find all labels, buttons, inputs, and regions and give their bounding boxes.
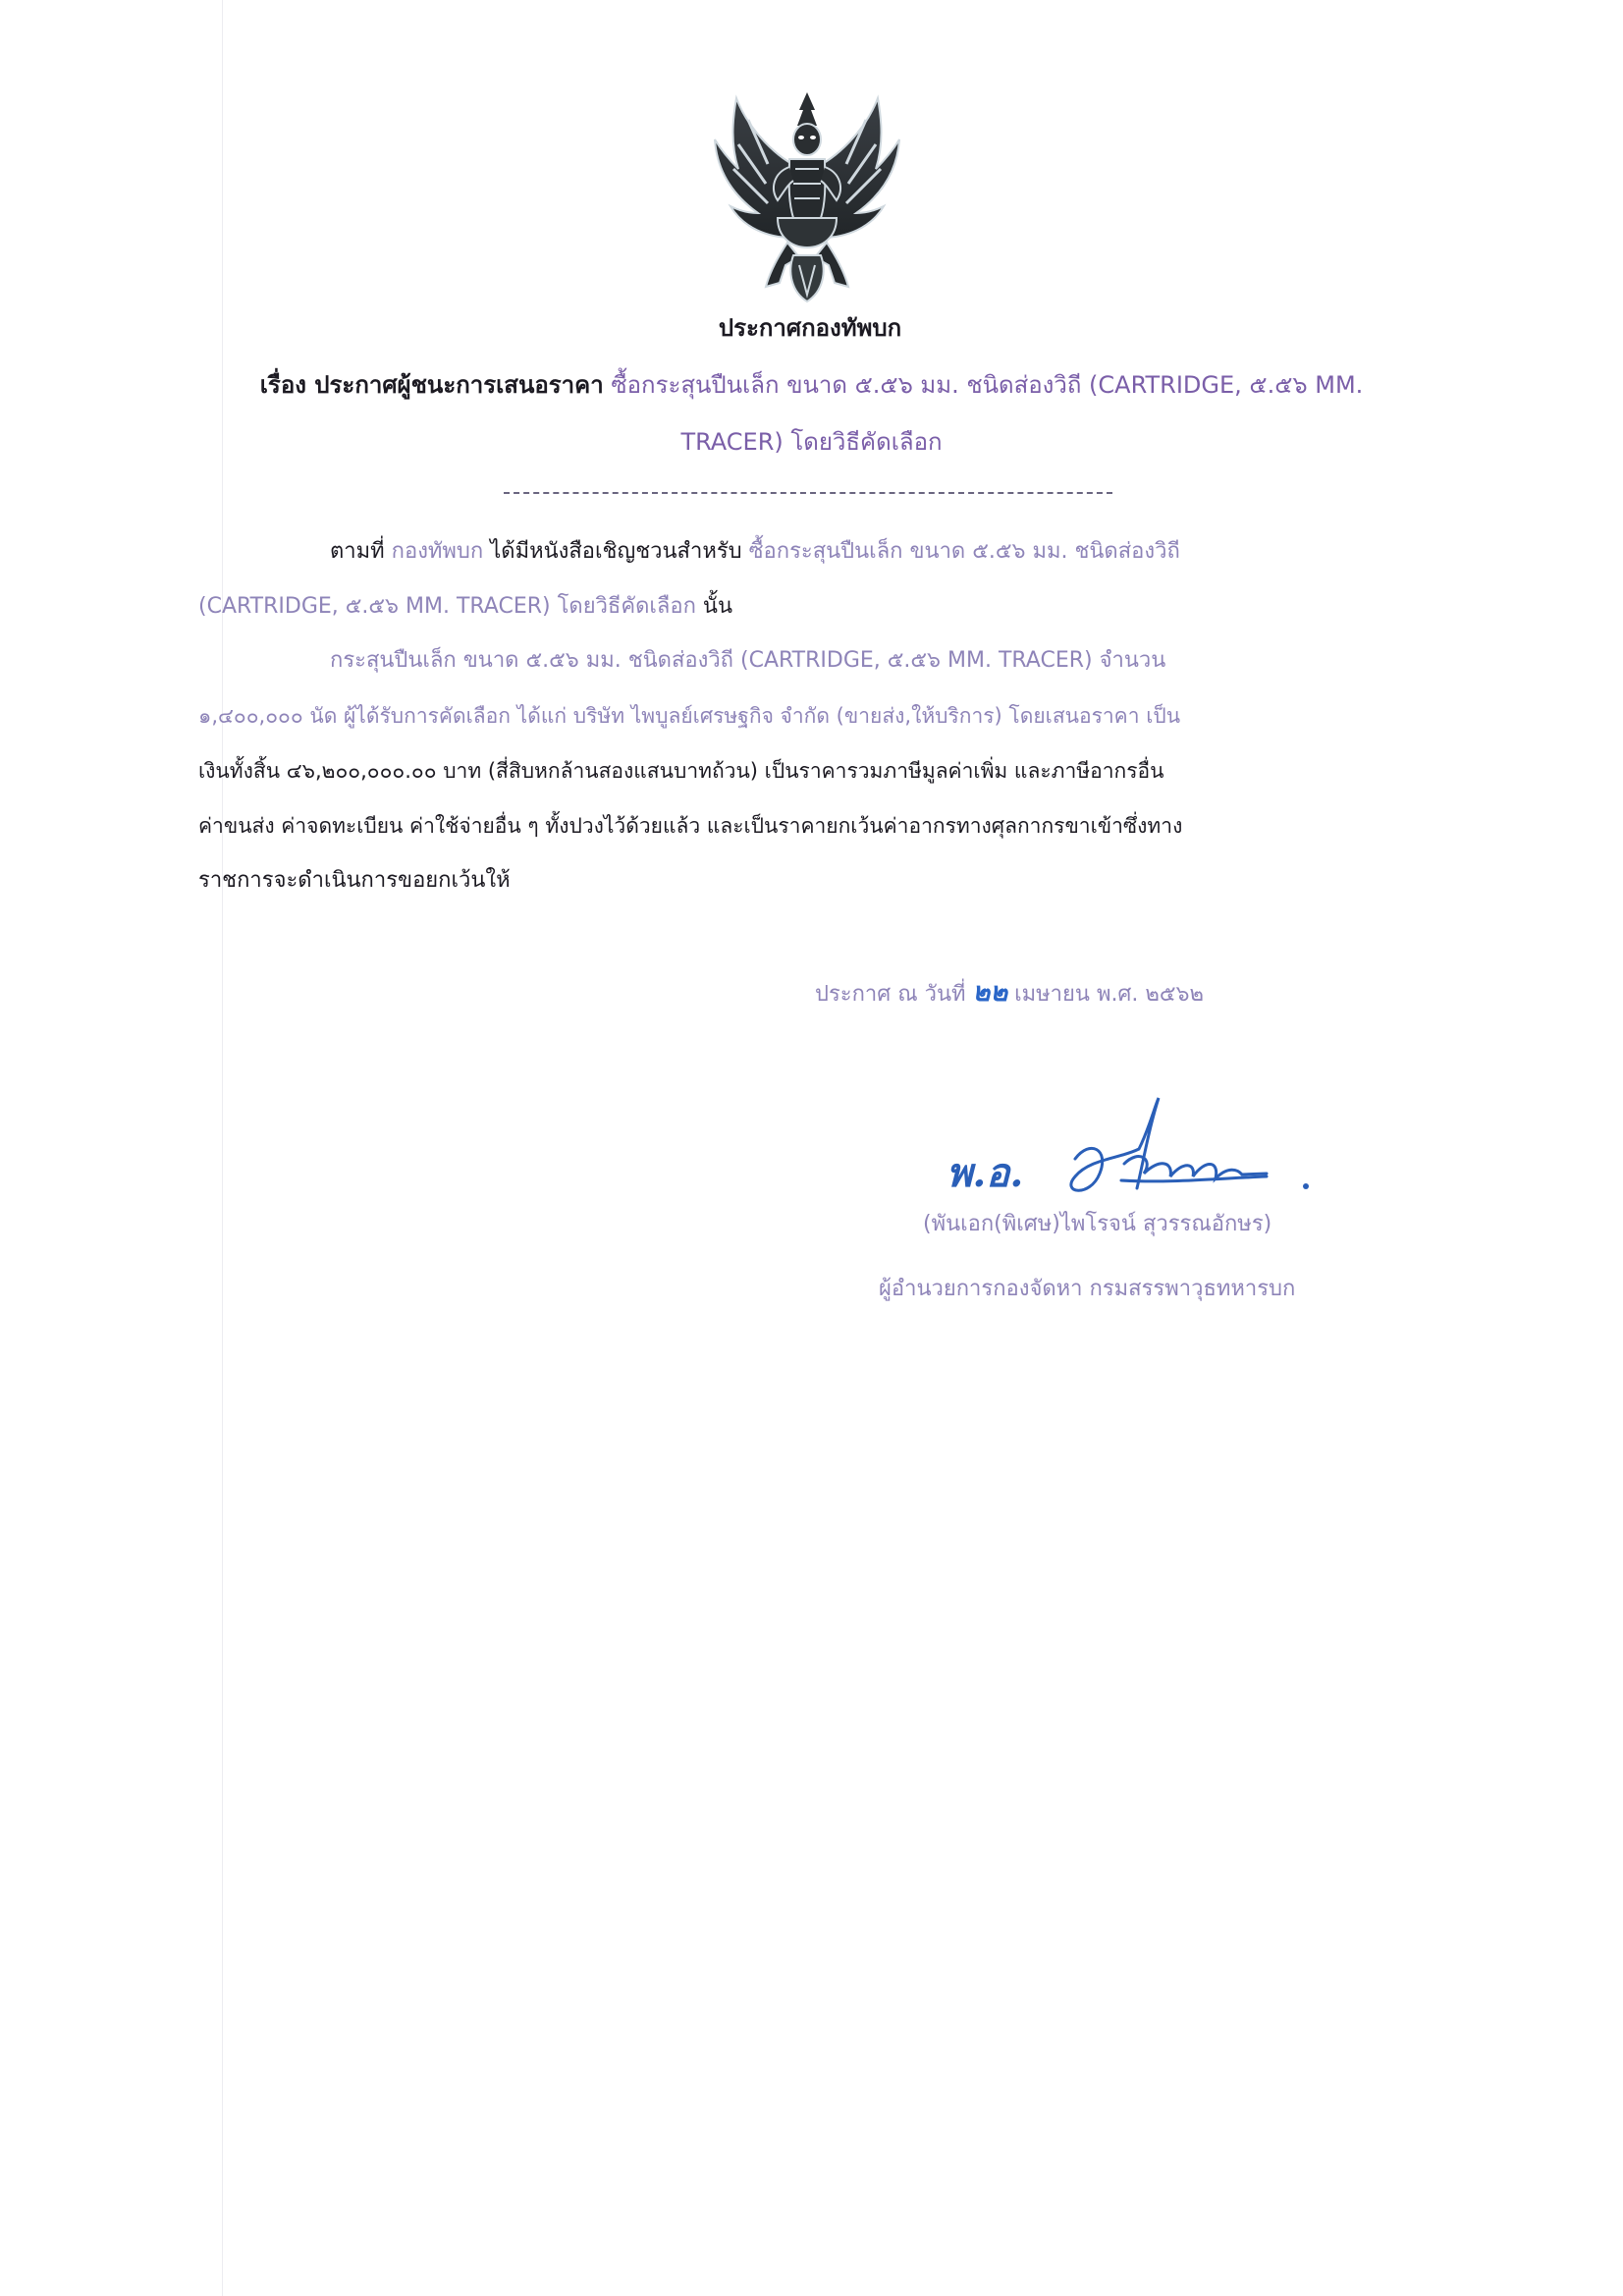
dateline [815,978,1204,1010]
signature-rank: พ.อ. [947,1150,1024,1196]
signatory-position-text: ผู้อำนวยการกองจัดหา กรมสรรพาวุธทหารบก [879,1277,1296,1301]
p1-item: ซื้อกระสุนปืนเล็ก ขนาด ๕.๕๖ มม. ชนิดส่องวิถี [748,539,1180,564]
garuda-emblem-icon [709,90,905,306]
paragraph-2-line-3 [198,756,1163,786]
p2-line4: ค่าขนส่ง ค่าจดทะเบียน ค่าใช้จ่ายอื่น ๆ ทั้งปวงไว้ด้วยแล้ว และเป็นราคายกเว้นค่าอากรทางศุลกากรขาเข้าซึ่งทาง [198,814,1183,838]
dateline-suffix: เมษายน พ.ศ. ๒๕๖๒ [1014,982,1205,1007]
subject-title-part-1: ซื้อกระสุนปืนเล็ก ขนาด ๕.๕๖ มม. ชนิดส่องวิถี (CARTRIDGE, ๕.๕๖ MM. [611,371,1364,399]
paragraph-2-line-2 [198,701,1180,731]
paragraph-2-line-4 [198,811,1182,841]
dateline-day: ๒๒ [972,977,1008,1008]
paragraph-2-line-1 [330,646,1165,676]
issuer-text: ประกาศกองทัพบก [718,314,902,342]
p1-lead: ตามที่ [330,539,385,564]
p1-line2: (CARTRIDGE, ๕.๕๖ MM. TRACER) โดยวิธีคัดเลือก [198,594,696,619]
paragraph-1-line-1 [330,537,1180,567]
separator-dashes [504,492,1112,494]
signatory-name [923,1210,1271,1239]
dateline-prefix: ประกาศ ณ วันที่ [815,982,966,1007]
subject-line-2 [0,426,1623,458]
handwritten-signature [943,1090,1335,1218]
subject-title-part-2: TRACER) โดยวิธีคัดเลือก [680,428,943,456]
paragraph-2-line-5 [198,866,511,896]
signatory-name-text: (พันเอก(พิเศษ)ไพโรจน์ สุวรรณอักษร) [923,1212,1272,1236]
subject-line-1 [0,369,1623,401]
p2-line3: เงินทั้งสิ้น ๔๖,๒๐๐,๐๐๐.๐๐ บาท (สี่สิบหกล้านสองแสนบาทถ้วน) เป็นราคารวมภาษีมูลค่าเพิ่ม และภาษีอากรอื่น [198,759,1164,783]
p1-agency: กองทัพบก [391,539,484,564]
p2-line2: ๑,๔๐๐,๐๐๐ นัด ผู้ได้รับการคัดเลือก ได้แก่ บริษัท ไพบูลย์เศรษฐกิจ จำกัด (ขายส่ง,ให้บริการ) โดยเสนอราคา เป็น [198,704,1181,728]
p1-mid: ได้มีหนังสือเชิญชวนสำหรับ [490,539,742,564]
signatory-position [879,1275,1295,1304]
issuer-heading [707,312,913,344]
paragraph-1-line-2 [198,592,732,622]
scan-edge-line [222,0,223,2296]
p1-end: นั้น [702,594,732,619]
p2-line5: ราชการจะดำเนินการขอยกเว้นให้ [198,868,511,893]
subject-prefix: เรื่อง ประกาศผู้ชนะการเสนอราคา [259,371,604,399]
p2-line1: กระสุนปืนเล็ก ขนาด ๕.๕๖ มม. ชนิดส่องวิถี (CARTRIDGE, ๕.๕๖ MM. TRACER) จำนวน [330,648,1166,673]
